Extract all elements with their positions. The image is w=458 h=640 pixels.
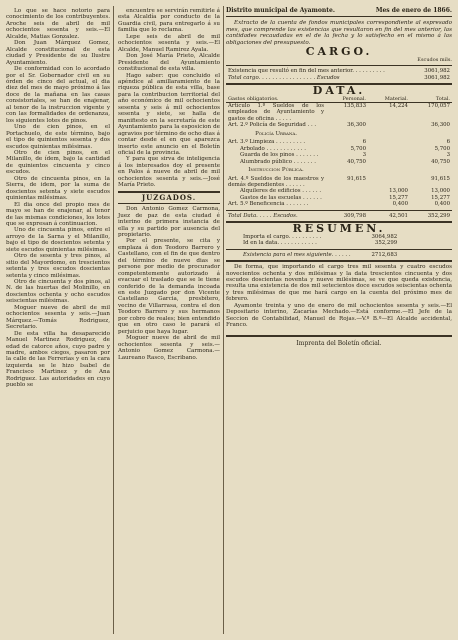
row-label: Arbolado . . . . . . . . . . . . (240, 145, 306, 152)
row-personal (326, 165, 368, 175)
paragraph: Uno de cien pinos, en el Portachuelo, de este término, bajo el tipo de quinientos sesenta y dos escudos quinientas milésimas. (6, 124, 110, 150)
section-heading-juzgados: JUZGADOS. (141, 192, 197, 202)
row-personal: 5,700 (350, 145, 366, 152)
paragraph: Moguer nueve de abril de mil ochocientos sesenta y seis.—Antonio Gomez Carmona.—Laureano Rasco, Escribano. (118, 335, 220, 361)
data-title: DATA. (312, 84, 366, 98)
printer-footer: Imprenta del Boletín oficial. (296, 339, 382, 347)
row-label: Policía Urbana. (255, 130, 297, 137)
row-label: Instruccion Pública. (248, 167, 304, 174)
row-material: 13,000 (389, 188, 408, 195)
paragraph: Otro de cincuenta pinos, en la Sierra, de idem, por la suma de doscientos setenta y siete escudos quinientas milésimas. (6, 175, 110, 202)
paragraph: Otro de cincuenta y dos pinos, al N. de las huertas del Molinillo, en doscientos ochenta y ocho escudos seiscientas milésimas. (6, 279, 110, 305)
total-total: 352,299 (427, 212, 450, 219)
column-header: Personal. (326, 96, 368, 103)
total-material: 42,501 (389, 212, 408, 219)
table-row (226, 201, 452, 207)
paragraph: Ayamonte treinta y uno de enero de mil ochocientos sesenta y seis.—El Depositario interino, Zacarías Mechado.—Está conforme.—El Jefe de la Seccion de Contabilidad, Manuel de Rojas.—V.º B.º—El Alcalde accidental, Franco. (226, 302, 452, 329)
row-total (410, 129, 452, 139)
data-table (226, 96, 452, 208)
cargo-label: Total cargo. . . . . . . . . . . . . . . . . Escudos (228, 74, 340, 81)
row-total: 3 (446, 152, 450, 159)
existencia-row (241, 252, 399, 258)
cargo-value: 3061,982 (424, 68, 450, 75)
paragraph: Y para que sirva de inteligencia á los interesados doy el presente en Palos á nueve de abril de mil ochocientos sesenta y seis.—José María Prieto. (118, 156, 220, 189)
extract-text: Extracto de la cuenta de fondos municipales correspondiente al espresado mes, que comprende las existencias que resultaron en fin del mes anterior, las cantidades recaudadas en el de la fecha y lo satisfecho en el mismo á las obligaciones del presupuesto. (226, 20, 452, 46)
row-personal: 3 (362, 152, 366, 159)
paragraph: El dia once del propio mes de mayo se han de enajenar, al tenor de las mismas condiciones, los lotes que se expresan á continuacion. (6, 201, 110, 227)
row-personal: 36,300 (347, 122, 366, 129)
divider (118, 203, 220, 204)
column-header: Total. (410, 96, 452, 103)
column-1 (6, 8, 110, 389)
cargo-table (226, 68, 452, 81)
resumen-value: 352,299 (374, 240, 398, 247)
row-total (410, 165, 452, 175)
row-label: Art. 2.º Policía de Seguridad . . . (228, 122, 317, 129)
paragraph: De conformidad con lo acordado por el Sr. Gobernador civil en su órden de cinco del actual, el dia diez del mes de mayo próximo á las doce de la mañana en las casas consistoriales, se han de enajenar, al tenor de la instruccion vigente y con las formalidades de ordenanza, los siguientes lotes de pinos. (6, 66, 110, 124)
paragraph: Moguer nueve de abril de mil ochocientos sesenta y seis.—Juan Márquez.—Tomás Rodriguez, Secretario. (6, 304, 110, 331)
row-material (368, 165, 410, 175)
paragraph: Hago saber: que concluido el apéndice al amillaramiento de la riqueza pública de esta villa, base para la contribucion territorial del año económico de mil ochocientos sesenta y seis á mil ochocientos sesenta y siete, se halla de manifiesto en la secretaría de este Ayuntamiento para la esposicion de agravios por término de ocho dias á contar desde el en que aparezca inserto este anuncio en el Boletín oficial de la provincia. (118, 72, 220, 156)
row-material (368, 176, 410, 189)
row-total: 15,277 (431, 194, 450, 201)
row-total: 91,615 (431, 175, 450, 182)
resumen-label: Importa el cargo. . . . . . . . . . (243, 233, 322, 240)
row-material: 15,277 (389, 194, 408, 201)
row-total: 170,057 (427, 102, 450, 109)
resumen-value: 3064,982 (371, 233, 398, 240)
table-row (226, 102, 452, 122)
paragraph: Don José María Prieto, Alcalde Presidente del Ayuntamiento constitucional de esta villa. (118, 53, 220, 73)
table-row (226, 176, 452, 189)
total-personal: 309,798 (343, 212, 366, 219)
row-personal (326, 129, 368, 139)
row-personal: 6 (362, 139, 366, 146)
row-personal: 40,750 (347, 158, 366, 165)
row-total: 6 (446, 139, 450, 146)
resumen-title: RESUMEN. (292, 222, 386, 236)
paragraph: Don Antonio Gomez Carmona, Juez de paz de esta ciudad é interino de primera instancia de ella y su partido por ausencia del propietario. (118, 206, 220, 238)
paragraph: Otro de cien pinos, en el Milanillo, de ídem, bajo la cantidad de quinientos cincuenta y cinco escudos. (6, 149, 110, 176)
row-label: Guarda de los pinos . . . . . . . (240, 152, 319, 159)
paragraph: encuentre se servirán remitirle á esta Alcaldía por conducto de la Guardia civil, para entregarlo á su familia que lo reclama. (118, 8, 220, 34)
existencia-value: 2712,683 (371, 251, 398, 258)
cargo-row (226, 75, 452, 81)
unit-label: Escudos mils. (417, 56, 452, 63)
row-total: 40,750 (431, 158, 450, 165)
column-3 (226, 8, 452, 347)
row-material: 14,224 (389, 102, 408, 109)
paragraph: Lepe seis de abril de mil ochocientos sesenta y seis.—El Alcalde, Manuel Ramirez Ayala. (118, 33, 220, 53)
row-label: Gastos de las escuelas . . . . . . (240, 194, 322, 201)
column-header: Material. (368, 96, 410, 103)
paragraph: Uno de cincuenta pinos, entre el arroyo de la Sarna y el Milanillo, bajo el tipo de doscientos setenta y siete escudos quinientas milésimas. (6, 227, 110, 253)
row-material (368, 129, 410, 139)
resumen-label: Id en la data. . . . . . . . . . . . (243, 240, 317, 247)
total-label: Total Data. . . . . Escudos. (228, 212, 298, 219)
row-personal: 135,833 (343, 102, 366, 109)
column-divider (113, 6, 114, 634)
column-divider (223, 6, 224, 634)
row-label: Art. 5.º Beneficencia . . . . . . . (228, 201, 309, 208)
row-personal (326, 201, 368, 207)
row-total: 13,000 (431, 188, 450, 195)
paragraph: Otro de sesenta y tres pinos, al sitio del Mayordomo, en trescientos setenta y tres escudos doscientas setenta y cinco milésimas. (6, 253, 110, 279)
resumen-row (241, 240, 399, 246)
paragraph: Lo que se hace notorio para conocimiento de los contribuyentes. Aroche seis de abril de mil ochocientos sesenta y seis.—El Alcalde, Matias Gonzalez. (6, 8, 110, 40)
district-header (226, 8, 452, 17)
row-total: 5,700 (434, 145, 450, 152)
cargo-label: Existencia que resultó en fin del mes anterior. . . . . . . . . . (228, 68, 385, 75)
paragraph: De esta villa ha desaparecido Manuel Martinez Rodriguez, de edad de catorce años, cuyo padre y madre, ambos ciegos, pasaron por la calle de las Ferrerias y en la cara izquierda se le hizo Isabel de Francisco Martinez y de Ana Rodriguez. Las autoridades en cuyo pueblo se (6, 330, 110, 389)
row-label: Artículo 1.º Sueldos de los empleados de Ayuntamiento y gastos de oficina . . . . . (228, 102, 324, 122)
cargo-value: 3061,982 (424, 74, 450, 81)
existencia-label: Existencia para el mes siguiente. . . . . . (243, 251, 351, 258)
paragraph: Por el presente, se cita y emplaza á don Teodoro Barrero y Castellano, con el fin de que dentro del término de nueve dias se persone por medio de procurador competentemente autorizado á evacuar el traslado que se le tiene conferido de la demanda incoada en este Juzgado por don Vicente Castellano Garcia, presbítero, vecino de Villarrasa, contra el don Teodoro Barrero y sus hermanos por cobro de reales; bien entendido que en otro caso le parará el perjuicio que haya lugar. (118, 238, 220, 335)
paragraph: Don Juan Márquez Gomez, Alcalde constitucional de esta ciudad y Presidente de su Ilustre Ayuntamiento. (6, 40, 110, 66)
row-label: Art. 4.º Sueldos de los maestros y demás dependientes . . . . . . (228, 175, 324, 188)
row-material: 0,400 (392, 201, 408, 208)
month-label: Mes de enero de 1866. (375, 7, 452, 14)
paragraph: De forma, que importando el cargo tres mil sesenta y cuatro escudos novecientos ochenta y dos milésimas y la data trescientos cincuenta y dos escudos doscientas noventa y nueve milésimas, se ve que queda existencia, resulta una existencia de dos mil setecientos doce escudos seiscientas ochenta y tres milésimas de que me hará cargo en la cuenta del próximo mes de febrero. (226, 264, 452, 303)
table-row (226, 165, 452, 175)
district-name: Distrito municipal de Ayamonte. (226, 7, 335, 14)
column-2 (118, 8, 220, 361)
row-personal: 91,615 (347, 175, 366, 182)
row-label: Alquileres de edificios . . . . . . (240, 188, 322, 195)
data-total (226, 213, 452, 219)
resumen-table (241, 234, 399, 247)
row-total: 36,300 (431, 122, 450, 129)
table-row (226, 129, 452, 139)
row-label: Art. 3.º Limpieza . . . . . . . . . (228, 139, 306, 146)
column-header: Gastos obligatorios. (226, 96, 326, 103)
row-label: Alumbrado público . . . . . . . (240, 158, 316, 165)
cargo-title: CARGO. (305, 45, 373, 59)
row-total: 0,400 (434, 201, 450, 208)
